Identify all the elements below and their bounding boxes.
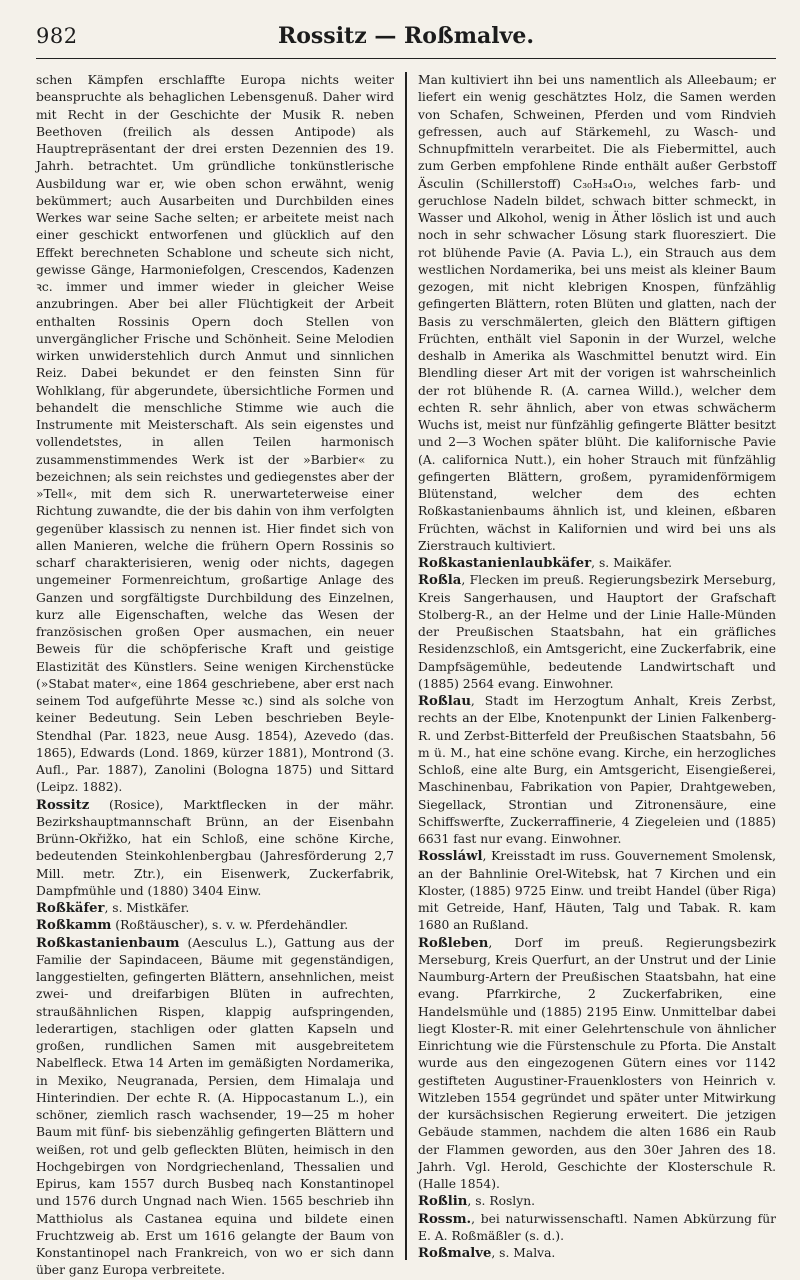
right-column bbox=[418, 72, 776, 1262]
entry-text: , Kreisstadt im russ. Gouvernement Smolensk, an der Bahnlinie Orel-Witebsk, hat 7 Kirchen und ein Kloster, (1885) 9725 Einw. und treibt Handel (über Riga) mit Getreide, Hanf, Häuten, Talg und Tabak. R. kam 1680 an Rußland. bbox=[418, 849, 776, 933]
entry-text: (Aesculus L.), Gattung aus der Familie der Sapindaceen, Bäume mit gegenständigen, langgestielten, gefingerten Blättern, ansehnlichen, meist zwei- und dreifarbigen Blüten in aufrechten, straußähnlichen Rispen, klappig aufspringenden, lederartigen, stachligen oder glatten Kapseln und großen, rundlichen Samen mit ausgebreitetem Nabelfleck. Etwa 14 Arten im gemäßigten Nordamerika, in Mexiko, Neugranada, Persien, dem Himalaja und Hinterindien. Der echte R. (A. Hippocastanum L.), ein schöner, ziemlich rasch wachsender, 19—25 m hoher Baum mit fünf- bis siebenzählig gefingerten Blättern und weißen, rot und gelb gefleckten Blüten, heimisch in den Hochgebirgen von Nordgriechenland, Thessalien und Epirus, kam 1557 durch Busbeq nach Konstantinopel und 1576 durch Ungnad nach Wien. 1565 beschrieb ihn Matthiolus als Castanea equina und bildete einen Fruchtzweig ab. Erst um 1616 gelangte der Baum von Konstantinopel nach Frankreich, von wo er sich dann über ganz Europa verbreitete. bbox=[36, 935, 394, 1278]
entry-headword: Roßmalve bbox=[418, 1246, 492, 1261]
entry-headword: Roßlin bbox=[418, 1194, 468, 1210]
entry-headword: Roßleben bbox=[418, 935, 489, 951]
entry-headword: Roßkamm bbox=[36, 918, 112, 934]
entry-text: , Flecken im preuß. Regierungsbezirk Merseburg, Kreis Sangerhausen, und Hauptort der Grafschaft Stolberg-R., an der Helme und der Linie Halle-Münden der Preußischen Staatsbahn, hat ein gräfliches Residenzschloß, ein Amtsgericht, eine Zuckerfabrik, eine Dampfsägemühle, bedeutende Landwirtschaft und (1885) 2564 evang. Einwohner. bbox=[418, 573, 776, 691]
entry-text: , Dorf im preuß. Regierungsbezirk Merseburg, Kreis Querfurt, an der Unstrut und der Linie Naumburg-Artern der Preußischen Staatsbahn, hat eine evang. Pfarrkirche, 2 Zuckerfabriken, eine Handelsmühle und (1885) 2195 Einw. Unmittelbar dabei liegt Kloster-R. mit einer Gelehrtenschule von ähnlicher Einrichtung wie die Fürstenschule zu Pforta. Die Anstalt wurde aus den eingezogenen Gütern eines vor 1142 gestifteten Augustiner-Frauenklosters von Heinrich v. Witzleben 1554 gegründet und später unter Mitwirkung der kursächsischen Regierung erweitert. Die jetzigen Gebäude stammen, nachdem die alten 1686 ein Raub der Flammen geworden, aus den 30er Jahren des 18. Jahrh. Vgl. Herold, Geschichte der Klosterschule R. (Halle 1854). bbox=[418, 935, 776, 1191]
dictionary-entry bbox=[418, 1245, 776, 1262]
entry-text: , Stadt im Herzogtum Anhalt, Kreis Zerbst, rechts an der Elbe, Knotenpunkt der Linien Falkenberg-R. und Zerbst-Bitterfeld der Preußischen Staatsbahn, 56 m ü. M., hat eine schöne evang. Kirche, ein herzogliches Schloß, eine alte Burg, ein Amtsgericht, Eisengießerei, Maschinenbau, Fabrikation von Papier, Drahtgeweben, Siegellack, Strontian und Zitronensäure, eine Schiffswerfte, Zuckerraffinerie, 4 Ziegeleien und (1885) 6631 fast nur evang. Einwohner. bbox=[418, 694, 776, 846]
article-paragraph: Man kultiviert ihn bei uns namentlich als Alleebaum; er liefert ein wenig geschätztes Holz, die Samen werden von Schafen, Schweinen, Pferden und vom Rindvieh gefressen, auch auf Stärkemehl, zu Wasch- und Schnupfmitteln verarbeitet. Die als Fiebermittel, auch zum Gerben empfohlene Rinde enthält außer Gerbstoff Äsculin (Schillerstoff) C₃₀H₃₄O₁₉, welches farb- und geruchlose Nadeln bildet, schwach bitter schmeckt, in Wasser und Alkohol, wenig in Äther löslich ist und auch noch in sehr schwacher Lösung stark fluoresziert. Die rot blühende Pavie (A. Pavia L.), ein Strauch aus dem westlichen Nordamerika, bei uns meist als kleiner Baum gezogen, mit nicht klebrigen Knospen, fünfzählig gefingerten Blättern, roten Blüten und glatten, nach der Basis zu verschmälerten, gleich den Blättern giftigen Früchten, enthält viel Saponin in der Wurzel, welche deshalb in Amerika als Waschmittel benutzt wird. Ein Blendling dieser Art mit der vorigen ist wahrscheinlich der rot blühende R. (A. carnea Willd.), welcher dem echten R. sehr ähnlich, aber von etwas schwächerm Wuchs ist, meist nur fünfzählig gefingerte Blätter besitzt und 2—3 Wochen später blüht. Die kalifornische Pavie (A. californica Nutt.), ein hoher Strauch mit fünfzählig gefingerten Blättern, großem, pyramidenförmigem Blütenstand, welcher dem des echten Roßkastanienbaums ähnlich ist, und kleinen, eßbaren Früchten, wächst in Kalifornien und wird bei uns als Zierstrauch kultiviert. bbox=[418, 73, 776, 553]
entry-text: , s. Roslyn. bbox=[467, 1194, 536, 1209]
left-column bbox=[36, 72, 394, 1278]
dictionary-entry bbox=[36, 797, 394, 901]
entry-headword: Roßkastanienlaubkäfer bbox=[418, 556, 592, 571]
page-number: 982 bbox=[36, 24, 78, 48]
dictionary-entry bbox=[36, 935, 394, 1280]
entry-headword: Roßkäfer bbox=[36, 901, 105, 916]
entry-headword: Rossitz bbox=[36, 797, 90, 813]
entry-text: , s. Mistkäfer. bbox=[104, 901, 190, 915]
dictionary-entry bbox=[418, 848, 776, 934]
entry-text: , s. Maikäfer. bbox=[591, 556, 673, 570]
dictionary-entry bbox=[418, 572, 776, 693]
entry-headword: Rossm. bbox=[418, 1211, 472, 1227]
entry-headword: Roßla bbox=[418, 573, 462, 589]
entry-text: (Rosice), Marktflecken in der mähr. Bezirkshauptmannschaft Brünn, an der Eisenbahn Brünn-Okřižko, hat ein Schloß, eine schöne Kirche, bedeutenden Steinkohlenbergbau (Jahresförderung 2,7 Mill. metr. Ztr.), ein Eisenwerk, Zuckerfabrik, Dampfmühle und (1880) 3404 Einw. bbox=[36, 797, 394, 898]
entry-text: (Roßtäuscher), s. v. w. Pferdehändler. bbox=[111, 918, 349, 933]
dictionary-entry bbox=[418, 935, 776, 1194]
dictionary-entry bbox=[418, 555, 776, 572]
running-title: Rossitz — Roßmalve. bbox=[277, 23, 535, 49]
article-paragraph: schen Kämpfen erschlaffte Europa nichts weiter beanspruchte als behaglichen Lebensgenuß. Daher wird mit Recht in der Geschichte der Musik R. neben Beethoven (freilich als dessen Antipode) als Hauptrepräsentant der drei ersten Dezennien des 19. Jahrh. betrachtet. Um gründliche tonkünstlerische Ausbildung war er, wie oben schon erwähnt, wenig bekümmert; auch Ausarbeiten und Durchbilden eines Werkes war seine Sache selten; er arbeitete meist nach einer geschickt entworfenen und glücklich auf den Effekt berechneten Schablone und scheute sich nicht, gewisse Gänge, Harmoniefolgen, Crescendos, Kadenzen ꝛc. immer und immer wieder in gleicher Weise anzubringen. Aber bei aller Flüchtigkeit der Arbeit enthalten Rossinis Opern doch Stellen von unvergänglicher Frische und Schönheit. Seine Melodien wirken unwiderstehlich durch Anmut und sinnlichen Reiz. Dabei bekundet er den feinsten Sinn für Wohlklang, für abgerundete, übersichtliche Formen und behandelt die menschliche Stimme wie auch die Instrumente mit Meisterschaft. Als sein eigenstes und vollendetstes, in allen Teilen harmonisch zusammenstimmendes Werk ist der »Barbier« zu bezeichnen; als sein reichstes und gediegenstes aber der »Tell«, mit dem sich R. unerwarteterweise einer Richtung zuwandte, die der bis dahin von ihm verfolgten gegenüber klassisch zu nennen ist. Hier findet sich von allen Manieren, welche die frühern Opern Rossinis so scharf charakterisieren, wenig oder nichts, dagegen ungemeiner Formenreichtum, großartige Anlage des Ganzen und sorgfältigste Durchbildung des Einzelnen, kurz alle Eigenschaften, welche das Wesen der französischen großen Oper ausmachen, ein neuer Beweis für die schöpferische Kraft und geistige Elastizität des Künstlers. Seine wenigen Kirchenstücke (»Stabat mater«, eine 1864 geschriebene, aber erst nach seinem Tod aufgeführte Messe ꝛc.) sind als solche von keiner Bedeutung. Sein Leben beschrieben Beyle-Stendhal (Par. 1823, neue Ausg. 1854), Azevedo (das. 1865), Edwards (Lond. 1869, kürzer 1881), Montrond (3. Aufl., Par. 1887), Zanolini (Bologna 1875) und Sittard (Leipz. 1882). bbox=[36, 73, 394, 795]
entry-text: , s. Malva. bbox=[491, 1246, 556, 1260]
dictionary-entry bbox=[418, 1193, 776, 1210]
dictionary-entry bbox=[418, 1211, 776, 1246]
dictionary-entry bbox=[36, 900, 394, 917]
entry-headword: Roßlau bbox=[418, 694, 471, 709]
entry-headword: Roßkastanienbaum bbox=[36, 935, 180, 951]
dictionary-entry bbox=[418, 693, 776, 848]
column-divider bbox=[405, 72, 407, 1260]
page-header bbox=[36, 18, 776, 59]
entry-text: , bei naturwissenschaftl. Namen Abkürzung für E. A. Roßmäßler (s. d.). bbox=[418, 1211, 776, 1243]
dictionary-entry bbox=[36, 917, 394, 934]
entry-headword: Rossláwl bbox=[418, 849, 483, 865]
